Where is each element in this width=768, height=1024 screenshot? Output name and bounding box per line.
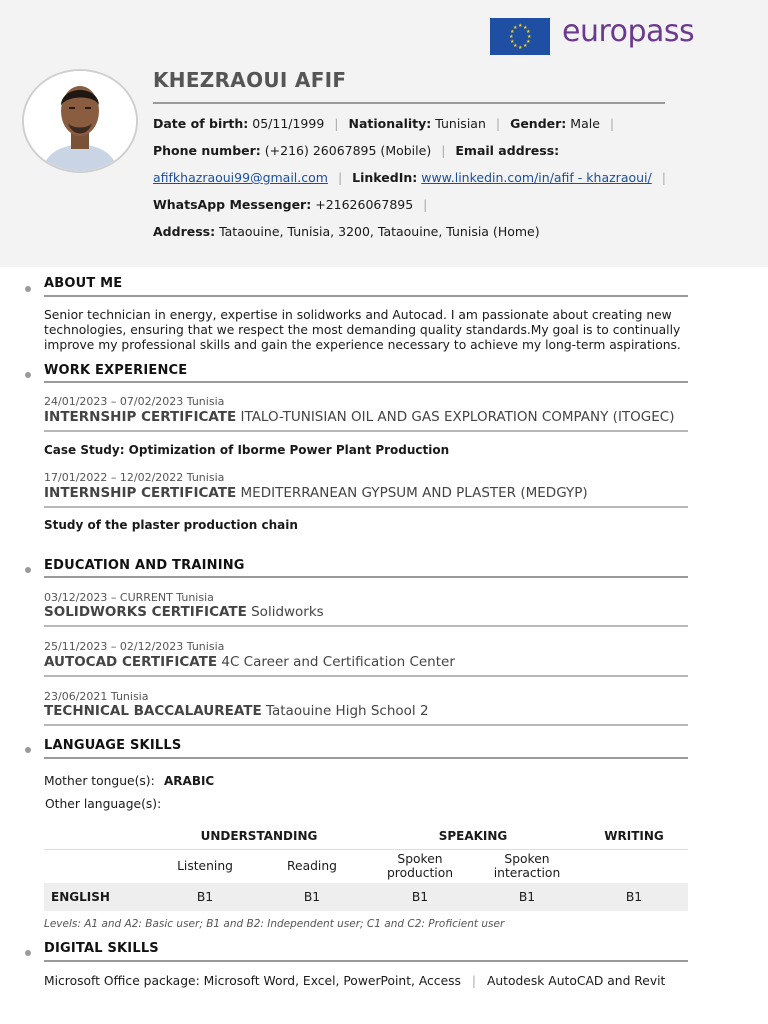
candidate-name: KHEZRAOUI AFIF bbox=[153, 68, 347, 92]
language-name: ENGLISH bbox=[51, 890, 110, 904]
subhead-reading: Reading bbox=[287, 859, 337, 873]
entry-divider bbox=[44, 506, 688, 508]
gender-value: Male bbox=[570, 116, 600, 131]
work-description: Study of the plaster production chain bbox=[44, 518, 298, 532]
section-divider bbox=[44, 381, 688, 383]
europass-logo-text: europass bbox=[562, 14, 695, 49]
group-header-writing: WRITING bbox=[604, 829, 664, 843]
entry-divider bbox=[44, 430, 688, 432]
info-line-whatsapp bbox=[153, 197, 433, 212]
dob-label: Date of birth: bbox=[153, 116, 249, 131]
info-line-links bbox=[153, 170, 672, 185]
work-org: MEDITERRANEAN GYPSUM AND PLASTER (MEDGYP) bbox=[240, 485, 588, 501]
section-divider bbox=[44, 757, 688, 759]
subhead-listening: Listening bbox=[177, 859, 233, 873]
education-title: AUTOCAD CERTIFICATE bbox=[44, 654, 218, 670]
level-writing: B1 bbox=[625, 890, 643, 904]
separator: | bbox=[471, 974, 477, 988]
section-bullet bbox=[25, 286, 31, 292]
phone-label: Phone number: bbox=[153, 143, 261, 158]
education-title: TECHNICAL BACCALAUREATE bbox=[44, 703, 262, 719]
entry-divider bbox=[44, 625, 688, 627]
levels-note: Levels: A1 and A2: Basic user; B1 and B2: Independent user; C1 and C2: Proficient user bbox=[44, 918, 505, 930]
dob-value: 05/11/1999 bbox=[252, 116, 325, 131]
work-description: Case Study: Optimization of Iborme Power Plant Production bbox=[44, 443, 450, 457]
info-line-basic bbox=[153, 116, 620, 131]
section-title-digital: DIGITAL SKILLS bbox=[44, 941, 159, 956]
group-header-understanding: UNDERSTANDING bbox=[200, 829, 318, 843]
work-entry bbox=[44, 409, 675, 425]
whatsapp-value: +21626067895 bbox=[315, 197, 414, 212]
section-bullet bbox=[25, 567, 31, 573]
education-entry bbox=[44, 654, 455, 670]
level-spoken-production: B1 bbox=[411, 890, 429, 904]
other-languages-label: Other language(s): bbox=[45, 797, 162, 811]
eu-flag-logo: ★ ★ ★ ★ ★ ★ ★ ★ ★ ★ ★ ★ bbox=[490, 18, 550, 55]
group-header-speaking: SPEAKING bbox=[438, 829, 508, 843]
section-title-work: WORK EXPERIENCE bbox=[44, 363, 188, 378]
email-link[interactable]: afifkhazraoui99@gmail.com bbox=[153, 170, 328, 185]
section-bullet bbox=[25, 747, 31, 753]
work-org: ITALO-TUNISIAN OIL AND GAS EXPLORATION COMPANY (ITOGEC) bbox=[240, 409, 675, 425]
separator: | bbox=[661, 170, 666, 185]
work-date: 17/01/2022 – 12/02/2022 Tunisia bbox=[44, 471, 225, 484]
work-entry bbox=[44, 485, 588, 501]
separator: | bbox=[495, 116, 501, 131]
work-role: INTERNSHIP CERTIFICATE bbox=[44, 485, 237, 501]
education-date: 25/11/2023 – 02/12/2023 Tunisia bbox=[44, 640, 225, 653]
section-divider bbox=[44, 960, 688, 962]
separator: | bbox=[441, 143, 446, 158]
section-title-languages: LANGUAGE SKILLS bbox=[44, 738, 182, 753]
level-spoken-interaction: B1 bbox=[518, 890, 536, 904]
digital-skills-line bbox=[44, 974, 665, 988]
section-divider bbox=[44, 576, 688, 578]
linkedin-label: LinkedIn: bbox=[352, 170, 418, 185]
digital-skill-item: Autodesk AutoCAD and Revit bbox=[486, 974, 666, 988]
section-bullet bbox=[25, 950, 31, 956]
entry-divider bbox=[44, 675, 688, 677]
education-title: SOLIDWORKS CERTIFICATE bbox=[44, 604, 247, 620]
section-title-education: EDUCATION AND TRAINING bbox=[44, 558, 245, 573]
address-value: Tataouine, Tunisia, 3200, Tataouine, Tunisia (Home) bbox=[219, 224, 540, 239]
about-line: technologies, ensuring that we respect the most demanding quality standards.My goal is to continually bbox=[44, 323, 681, 337]
profile-photo bbox=[22, 69, 138, 173]
nationality-label: Nationality: bbox=[348, 116, 432, 131]
about-text bbox=[44, 308, 684, 353]
gender-label: Gender: bbox=[510, 116, 567, 131]
work-role: INTERNSHIP CERTIFICATE bbox=[44, 409, 237, 425]
education-org: Tataouine High School 2 bbox=[265, 703, 429, 719]
education-date: 23/06/2021 Tunisia bbox=[44, 690, 149, 703]
table-divider bbox=[44, 849, 688, 850]
education-entry bbox=[44, 703, 429, 719]
address-label: Address: bbox=[153, 224, 216, 239]
about-line: Senior technician in energy, expertise in solidworks and Autocad. I am passionate about creating new bbox=[44, 308, 672, 322]
name-divider bbox=[153, 102, 665, 104]
subhead-spoken-production: Spoken production bbox=[386, 852, 454, 880]
education-org: 4C Career and Certification Center bbox=[221, 654, 455, 670]
info-line-contact bbox=[153, 143, 559, 158]
mother-tongue-label: Mother tongue(s): bbox=[44, 774, 155, 788]
section-bullet bbox=[25, 372, 31, 378]
education-org: Solidworks bbox=[251, 604, 324, 620]
education-entry bbox=[44, 604, 324, 620]
nationality-value: Tunisian bbox=[435, 116, 486, 131]
subhead-spoken-interaction: Spoken interaction bbox=[493, 852, 561, 880]
about-line: improve my professional skills and gain the experience necessary to achieve my long-term aspirations. bbox=[44, 338, 681, 352]
email-label: Email address: bbox=[455, 143, 560, 158]
whatsapp-label: WhatsApp Messenger: bbox=[153, 197, 312, 212]
info-line-address bbox=[153, 224, 540, 239]
section-title-about: ABOUT ME bbox=[44, 276, 123, 291]
section-divider bbox=[44, 295, 688, 297]
entry-divider bbox=[44, 724, 688, 726]
mother-tongue-value: ARABIC bbox=[164, 774, 215, 788]
phone-value: (+216) 26067895 (Mobile) bbox=[264, 143, 432, 158]
separator: | bbox=[337, 170, 343, 185]
separator: | bbox=[423, 197, 428, 212]
education-date: 03/12/2023 – CURRENT Tunisia bbox=[44, 591, 214, 604]
level-reading: B1 bbox=[303, 890, 321, 904]
level-listening: B1 bbox=[196, 890, 214, 904]
work-date: 24/01/2023 – 07/02/2023 Tunisia bbox=[44, 395, 225, 408]
linkedin-link[interactable]: www.linkedin.com/in/afif - khazraoui/ bbox=[421, 170, 652, 185]
separator: | bbox=[609, 116, 615, 131]
separator: | bbox=[334, 116, 339, 131]
digital-skill-item: Microsoft Office package: Microsoft Word, Excel, PowerPoint, Access bbox=[44, 974, 461, 988]
